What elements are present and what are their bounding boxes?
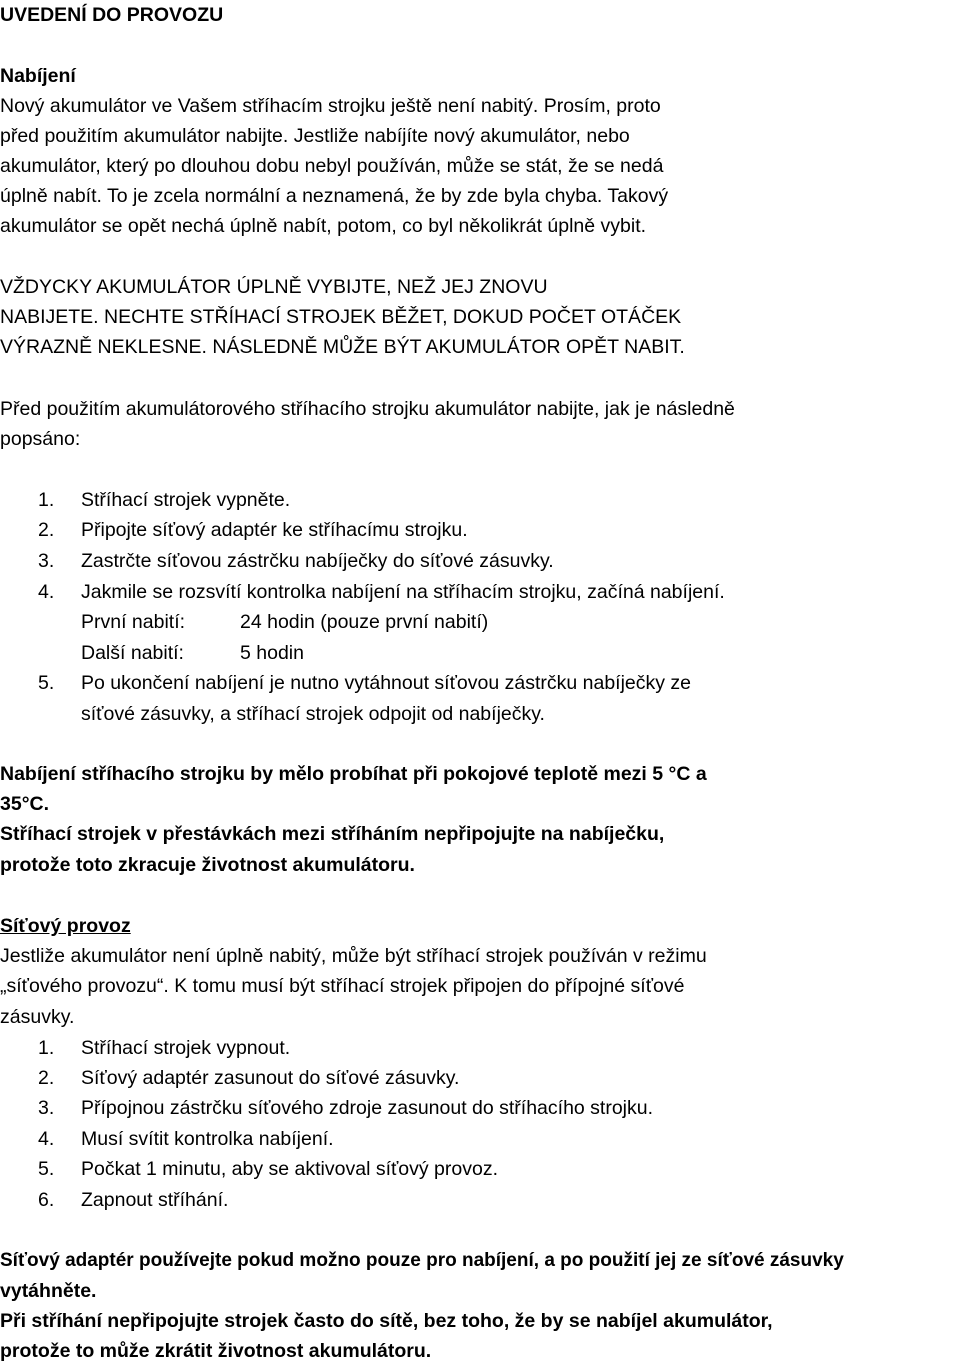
charging-note-line: Stříhací strojek v přestávkách mezi stříháním nepřipojujte na nabíječku, [0,823,665,845]
mains-step-text: Zapnout stříhání. [81,1189,229,1211]
mains-step-text: Musí svítit kontrolka nabíjení. [81,1128,334,1150]
mains-step-number: 6. [38,1189,55,1211]
charging-note-line: protože toto zkracuje životnost akumulátoru. [0,854,415,876]
step-number: 1. [38,489,55,511]
step-number: 4. [38,581,55,603]
mains-step-text: Přípojnou zástrčku síťového zdroje zasunout do stříhacího strojku. [81,1097,654,1119]
charge-time-label: Další nabití: [81,642,184,664]
mains-step-number: 1. [38,1037,55,1059]
step-text: síťové zásuvky, a stříhací strojek odpojit od nabíječky. [81,703,545,725]
charge-time-value: 24 hodin (pouze první nabití) [240,611,489,633]
mains-note-line: Síťový adaptér používejte pokud možno pouze pro nabíjení, a po použití jej ze síťové zásuvky [0,1250,844,1271]
step-text: Připojte síťový adaptér ke stříhacímu strojku. [81,519,468,541]
charge-time-value: 5 hodin [240,642,304,664]
step-number: 5. [38,672,55,694]
charging-note-line: 35°C. [0,793,49,815]
charging-intro-line: před použitím akumulátor nabijte. Jestliže nabíjíte nový akumulátor, nebo [0,125,630,147]
charging-intro-line: akumulátor se opět nechá úplně nabít, potom, co byl několikrát úplně vybit. [0,215,647,237]
step-number: 3. [38,550,55,572]
mains-step-text: Síťový adaptér zasunout do síťové zásuvky. [81,1067,460,1089]
mains-step-text: Počkat 1 minutu, aby se aktivoval síťový provoz. [81,1158,499,1180]
mains-step-number: 2. [38,1067,55,1089]
charging-intro-line: Nový akumulátor ve Vašem stříhacím strojku ještě není nabitý. Prosím, proto [0,95,661,117]
charging-note-line: Nabíjení stříhacího strojku by mělo probíhat při pokojové teplotě mezi 5 °C a [0,763,707,785]
charging-heading: Nabíjení [0,65,76,87]
step-text: Zastrčte síťovou zástrčku nabíječky do síťové zásuvky. [81,550,554,572]
mains-note-line: vytáhněte. [0,1280,97,1302]
charging-intro-line: akumulátor, který po dlouhou dobu nebyl používán, může se stát, že se nedá [0,155,664,177]
mains-note-line: protože to může zkrátit životnost akumulátoru. [0,1340,432,1362]
charging-intro-line: úplně nabít. To je zcela normální a neznamená, že by zde byla chyba. Takový [0,185,669,207]
mains-step-number: 5. [38,1158,55,1180]
mains-step-text: Stříhací strojek vypnout. [81,1037,291,1059]
step-text: Jakmile se rozsvítí kontrolka nabíjení na stříhacím strojku, začíná nabíjení. [81,581,725,603]
step-number: 2. [38,519,55,541]
warning-line: NABIJETE. NECHTE STŘÍHACÍ STROJEK BĚŽET, DOKUD POČET OTÁČEK [0,306,682,328]
mains-note-line: Při stříhání nepřipojujte strojek často do sítě, bez toho, že by se nabíjel akumulátor, [0,1310,773,1332]
page-title: UVEDENÍ DO PROVOZU [0,4,224,26]
mains-step-number: 4. [38,1128,55,1150]
step-text: Stříhací strojek vypněte. [81,489,291,511]
mains-intro-line: „síťového provozu“. K tomu musí být stříhací strojek připojen do přípojné síťové [0,975,685,997]
before-use-line: popsáno: [0,428,81,450]
mains-intro-line: zásuvky. [0,1006,75,1028]
charge-time-label: První nabití: [81,611,186,633]
mains-intro-line: Jestliže akumulátor není úplně nabitý, může být stříhací strojek používán v režimu [0,945,707,967]
step-text: Po ukončení nabíjení je nutno vytáhnout síťovou zástrčku nabíječky ze [81,672,692,694]
warning-line: VÝRAZNĚ NEKLESNE. NÁSLEDNĚ MŮŽE BÝT AKUMULÁTOR OPĚT NABIT. [0,336,685,358]
warning-line: VŽDYCKY AKUMULÁTOR ÚPLNĚ VYBIJTE, NEŽ JEJ ZNOVU [0,276,548,298]
mains-step-number: 3. [38,1097,55,1119]
before-use-line: Před použitím akumulátorového stříhacího strojku akumulátor nabijte, jak je následně [0,398,735,420]
mains-heading: Síťový provoz [0,915,131,937]
